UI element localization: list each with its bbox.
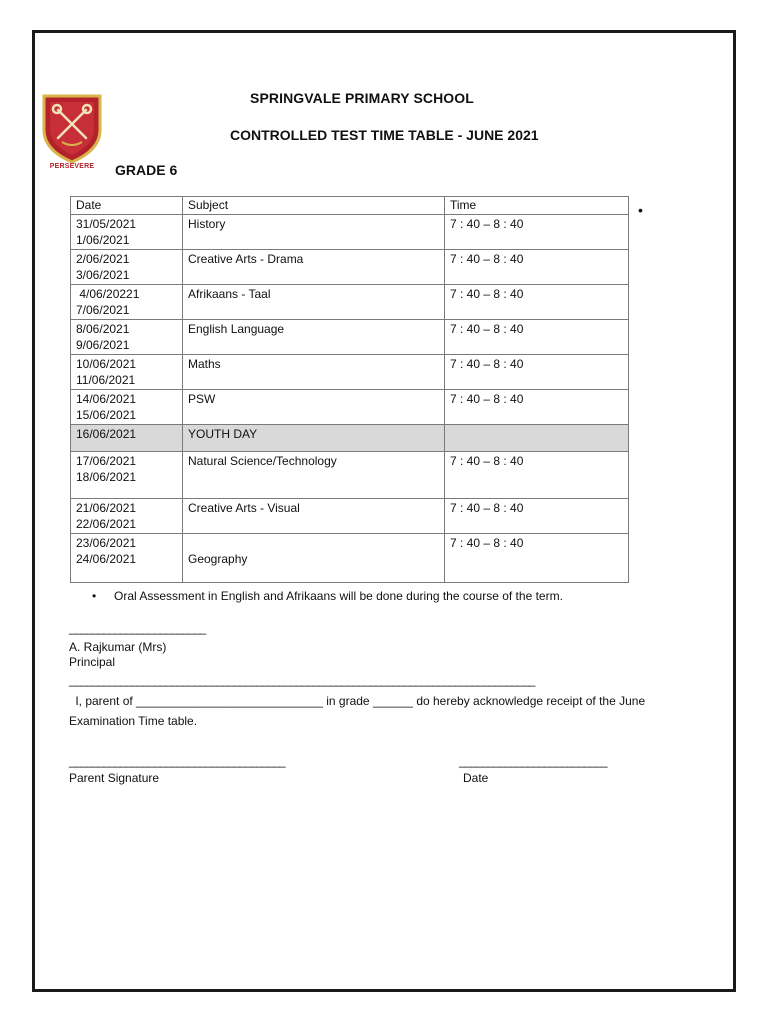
table-row-holiday	[71, 425, 629, 452]
time-cell: 7 : 40 – 8 : 40	[445, 452, 629, 499]
subject-cell: English Language	[183, 320, 445, 355]
subject-cell: Afrikaans - Taal	[183, 285, 445, 320]
time-cell	[445, 425, 629, 452]
date-cell: 17/06/2021 18/06/2021	[71, 452, 183, 499]
column-header-time: Time	[445, 197, 629, 215]
subject-cell: Creative Arts - Drama	[183, 250, 445, 285]
column-header-date: Date	[71, 197, 183, 215]
table-row	[71, 320, 629, 355]
principal-name: A. Rajkumar (Mrs)	[69, 640, 167, 654]
time-cell: 7 : 40 – 8 : 40	[445, 285, 629, 320]
time-cell: 7 : 40 – 8 : 40	[445, 390, 629, 425]
date-cell: 31/05/2021 1/06/2021	[71, 215, 183, 250]
subject-cell: Geography	[183, 534, 445, 583]
subject-cell: Maths	[183, 355, 445, 390]
subject-cell: Creative Arts - Visual	[183, 499, 445, 534]
table-row	[71, 355, 629, 390]
principal-signature-line: ________________________	[69, 621, 206, 635]
bullet: •	[92, 589, 97, 603]
cut-line: __________________________________________________________________________________	[69, 673, 535, 687]
crest-motto: PERSEVERE	[49, 163, 95, 170]
grade-heading: GRADE 6	[115, 162, 178, 178]
oral-assessment-note	[92, 589, 563, 603]
subject-cell: PSW	[183, 390, 445, 425]
date-cell: 21/06/2021 22/06/2021	[71, 499, 183, 534]
subject-cell: YOUTH DAY	[183, 425, 445, 452]
table-row	[71, 499, 629, 534]
document-title: CONTROLLED TEST TIME TABLE - JUNE 2021	[230, 127, 539, 143]
table-row	[71, 534, 629, 583]
time-cell: 7 : 40 – 8 : 40	[445, 215, 629, 250]
table-row	[71, 285, 629, 320]
subject-cell: Natural Science/Technology	[183, 452, 445, 499]
date-cell: 4/06/20221 7/06/2021	[71, 285, 183, 320]
date-cell: 10/06/2021 11/06/2021	[71, 355, 183, 390]
time-cell: 7 : 40 – 8 : 40	[445, 320, 629, 355]
parent-signature-line: ______________________________________	[69, 754, 285, 768]
subject-cell: History	[183, 215, 445, 250]
table-header-row	[71, 197, 629, 215]
table-row	[71, 452, 629, 499]
date-cell: 16/06/2021	[71, 425, 183, 452]
note-text: Oral Assessment in English and Afrikaans will be done during the course of the term.	[114, 589, 563, 603]
column-header-subject: Subject	[183, 197, 445, 215]
date-signature-line: __________________________	[459, 754, 607, 768]
stray-bullet: •	[638, 202, 643, 218]
principal-title: Principal	[69, 655, 116, 669]
date-cell: 8/06/2021 9/06/2021	[71, 320, 183, 355]
date-label: Date	[463, 771, 489, 785]
acknowledgement-text: I, parent of ____________________________ in grade ______ do hereby acknowledge receipt of the June	[72, 694, 646, 708]
date-cell: 2/06/2021 3/06/2021	[71, 250, 183, 285]
timetable	[70, 196, 629, 583]
date-cell: 14/06/2021 15/06/2021	[71, 390, 183, 425]
date-cell: 23/06/2021 24/06/2021	[71, 534, 183, 583]
parent-signature-label: Parent Signature	[69, 771, 160, 785]
table-row	[71, 250, 629, 285]
table-row	[71, 215, 629, 250]
school-name: SPRINGVALE PRIMARY SCHOOL	[250, 90, 474, 106]
time-cell: 7 : 40 – 8 : 40	[445, 499, 629, 534]
time-cell: 7 : 40 – 8 : 40	[445, 355, 629, 390]
table-row	[71, 390, 629, 425]
acknowledgement-text-cont: Examination Time table.	[69, 714, 198, 728]
time-cell: 7 : 40 – 8 : 40	[445, 534, 629, 583]
time-cell: 7 : 40 – 8 : 40	[445, 250, 629, 285]
